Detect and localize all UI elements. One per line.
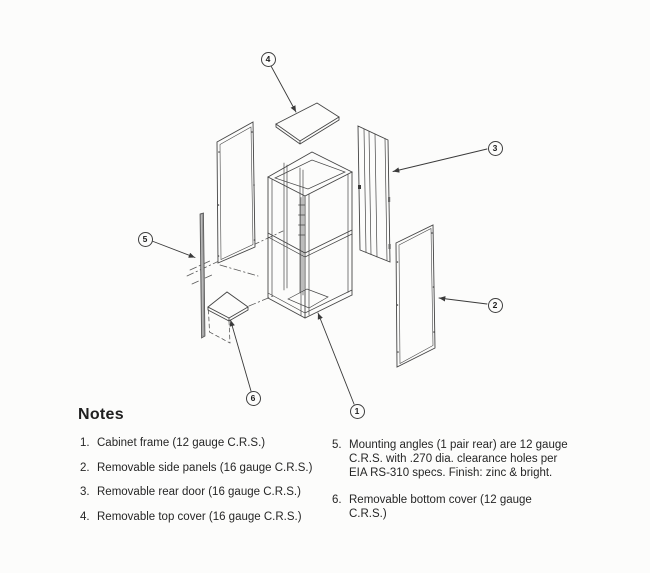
- note-2-text: Removable side panels (16 gauge C.R.S.): [97, 461, 313, 474]
- side-panel-left: [217, 122, 255, 263]
- notes-column-left: [80, 436, 330, 534]
- note-5-text: Mounting angles (1 pair rear) are 12 gauge C.R.S. with .270 dia. clearance holes per EIA RS-310 specs. Finish: zinc & bright.: [349, 439, 568, 479]
- note-item-5: [332, 438, 572, 480]
- notes-title: Notes: [78, 406, 124, 423]
- note-item-1: [80, 436, 330, 450]
- callout-5-number: 5: [142, 234, 148, 244]
- callout-5: [138, 232, 153, 247]
- callout-4-number: 4: [265, 54, 271, 64]
- top-cover: [276, 103, 339, 144]
- note-5-number: 5.: [332, 439, 342, 451]
- mounting-angle: [200, 213, 205, 338]
- note-3-number: 3.: [80, 486, 90, 498]
- callout-2-number: 2: [492, 300, 498, 310]
- note-6-text: Removable bottom cover (12 gauge C.R.S.): [349, 494, 532, 520]
- rear-door: [358, 126, 391, 262]
- callout-3-number: 3: [492, 143, 498, 153]
- note-6-number: 6.: [332, 494, 342, 506]
- notes-column-right: [332, 438, 572, 531]
- cabinet-frame: [268, 152, 352, 318]
- callout-2: [488, 298, 503, 313]
- note-4-number: 4.: [80, 510, 90, 523]
- note-2-number: 2.: [80, 461, 90, 474]
- callout-4: [261, 52, 276, 67]
- note-item-2: [80, 461, 330, 475]
- note-4-text: Removable top cover (16 gauge C.R.S.): [97, 510, 302, 523]
- note-item-4: [80, 510, 330, 524]
- note-1-number: 1.: [80, 437, 90, 449]
- note-1-text: Cabinet frame (12 gauge C.R.S.): [97, 437, 266, 449]
- notes-section: [78, 406, 638, 523]
- callout-3: [488, 141, 503, 156]
- side-panel-right: [396, 225, 435, 367]
- note-item-6: [332, 493, 572, 521]
- bottom-cover: [208, 292, 248, 343]
- callout-6-number: 6: [250, 393, 256, 403]
- note-item-3: [80, 485, 330, 499]
- note-3-text: Removable rear door (16 gauge C.R.S.): [97, 486, 301, 498]
- callout-6: [246, 391, 261, 406]
- callout-1-number: 1: [354, 406, 360, 416]
